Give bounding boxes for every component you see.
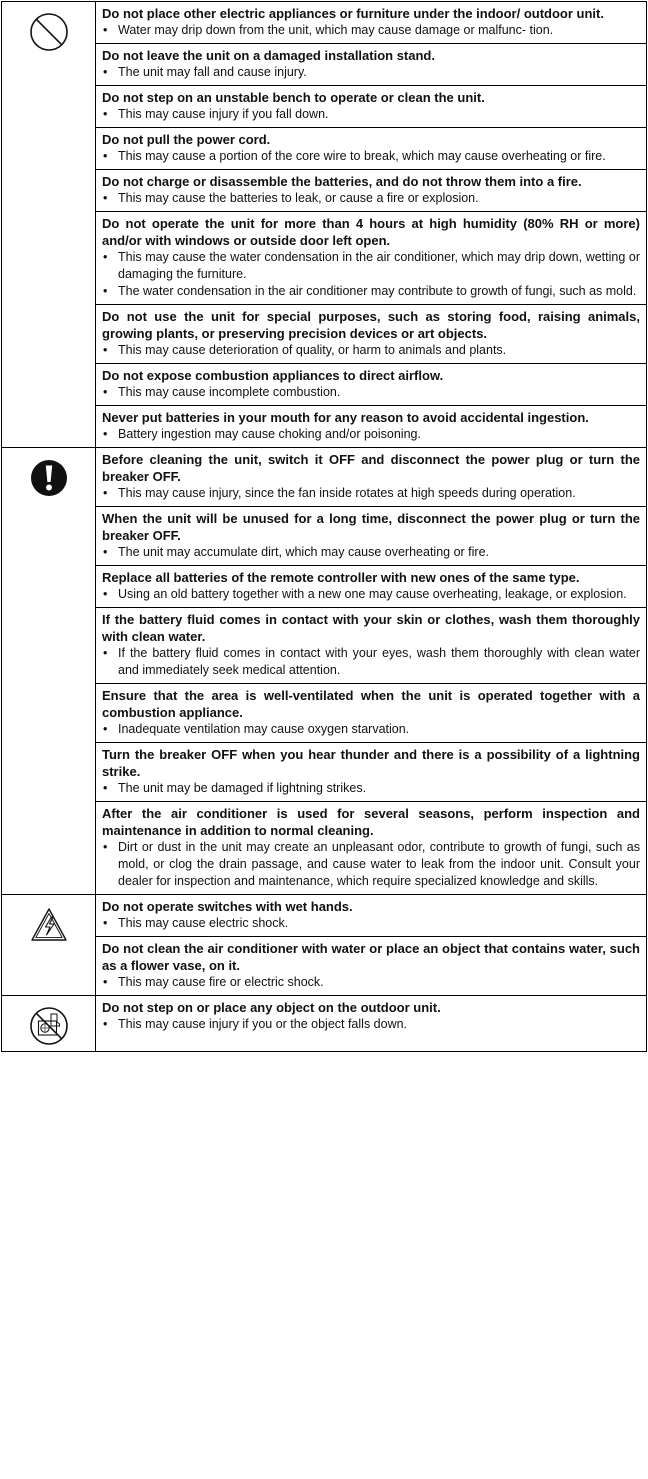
precaution-bullet (102, 485, 640, 502)
precaution-bullet (102, 342, 640, 359)
precaution-row (2, 305, 647, 364)
bullet-text: This may cause the batteries to leak, or cause a fire or explosion. (118, 191, 479, 205)
precaution-row (2, 86, 647, 128)
electric-shock-warning-icon (27, 903, 71, 947)
precaution-bullet (102, 544, 640, 561)
precaution-row (2, 364, 647, 406)
precaution-title: Do not use the unit for special purposes, such as storing food, raising animals, growing plants, or preserving precision devices or art objects. (102, 309, 640, 341)
bullet-dot-icon: • (103, 107, 108, 121)
precaution-item (96, 743, 647, 802)
precaution-item (96, 170, 647, 212)
precaution-title: Do not operate the unit for more than 4 hours at high humidity (80% RH or more) and/or with windows or outside door left open. (102, 216, 640, 248)
bullet-text: If the battery fluid comes in contact with your eyes, wash them thoroughly with clean water and immediately seek medical attention. (118, 646, 640, 677)
bullet-dot-icon: • (103, 191, 108, 205)
bullet-dot-icon: • (103, 486, 108, 500)
precaution-bullet (102, 645, 640, 679)
precaution-bullet (102, 190, 640, 207)
bullet-dot-icon: • (103, 781, 108, 795)
precaution-title: Do not place other electric appliances or furniture under the indoor/ outdoor unit. (102, 6, 604, 21)
precaution-row (2, 2, 647, 44)
precaution-item (96, 684, 647, 743)
precaution-item (96, 608, 647, 684)
precaution-bullet (102, 839, 640, 890)
mandatory-exclamation-icon (27, 456, 71, 500)
bullet-dot-icon: • (103, 23, 108, 37)
bullet-text: This may cause injury, since the fan inside rotates at high speeds during operation. (118, 486, 576, 500)
bullet-dot-icon: • (103, 427, 108, 441)
precaution-title: Before cleaning the unit, switch it OFF and disconnect the power plug or turn the breaker OFF. (102, 452, 640, 484)
safety-precautions-table (1, 1, 647, 1052)
bullet-dot-icon: • (103, 840, 108, 854)
precaution-bullet (102, 915, 640, 932)
bullet-dot-icon: • (103, 587, 108, 601)
precaution-title: Replace all batteries of the remote controller with new ones of the same type. (102, 570, 580, 585)
bullet-text: This may cause injury if you or the object falls down. (118, 1017, 408, 1031)
bullet-dot-icon: • (103, 284, 108, 298)
precaution-bullet (102, 426, 640, 443)
trailing-space (102, 1033, 640, 1047)
bullet-text: This may cause incomplete combustion. (118, 385, 341, 399)
precaution-row (2, 895, 647, 937)
prohibition-icon (27, 10, 71, 54)
precaution-bullet (102, 780, 640, 797)
no-stepping-on-outdoor-unit-icon (27, 1004, 71, 1048)
precaution-row (2, 128, 647, 170)
precaution-bullet (102, 249, 640, 283)
bullet-dot-icon: • (103, 65, 108, 79)
precaution-title: Ensure that the area is well-ventilated when the unit is operated together with a combustion appliance. (102, 688, 640, 720)
safety-precautions-page (1, 1, 646, 1477)
precaution-row (2, 566, 647, 608)
precaution-title: After the air conditioner is used for several seasons, perform inspection and maintenance in addition to normal cleaning. (102, 806, 640, 838)
bullet-dot-icon: • (103, 149, 108, 163)
precaution-title: Do not operate switches with wet hands. (102, 899, 353, 914)
precaution-title: When the unit will be unused for a long time, disconnect the power plug or turn the breaker OFF. (102, 511, 640, 543)
precaution-title: If the battery fluid comes in contact with your skin or clothes, wash them thoroughly with clean water. (102, 612, 640, 644)
precaution-title: Turn the breaker OFF when you hear thunder and there is a possibility of a lightning strike. (102, 747, 640, 779)
precaution-title: Do not step on or place any object on the outdoor unit. (102, 1000, 441, 1015)
bullet-text: Water may drip down from the unit, which may cause damage or malfunc- tion. (118, 23, 554, 37)
precaution-bullet (102, 586, 640, 603)
precaution-bullet (102, 283, 640, 300)
bullet-text: This may cause the water condensation in the air conditioner, which may drip down, wetting or damaging the furniture. (118, 250, 640, 281)
precaution-bullet (102, 721, 640, 738)
precaution-item (96, 937, 647, 996)
precaution-item (96, 86, 647, 128)
precaution-row (2, 996, 647, 1052)
precaution-bullet (102, 974, 640, 991)
section-icon-cell (2, 996, 96, 1052)
precaution-title: Do not charge or disassemble the batteries, and do not throw them into a fire. (102, 174, 582, 189)
bullet-text: This may cause fire or electric shock. (118, 975, 324, 989)
bullet-text: Using an old battery together with a new one may cause overheating, leakage, or explosion. (118, 587, 627, 601)
precaution-item (96, 2, 647, 44)
precaution-item (96, 996, 647, 1052)
precaution-item (96, 364, 647, 406)
section-icon-cell (2, 2, 96, 448)
precaution-title: Do not expose combustion appliances to direct airflow. (102, 368, 444, 383)
bullet-dot-icon: • (103, 975, 108, 989)
bullet-text: The water condensation in the air conditioner may contribute to growth of fungi, such as mold. (118, 284, 637, 298)
precaution-bullet (102, 1016, 640, 1033)
bullet-text: This may cause a portion of the core wire to break, which may cause overheating or fire. (118, 149, 606, 163)
bullet-text: This may cause electric shock. (118, 916, 289, 930)
precaution-item (96, 212, 647, 305)
bullet-dot-icon: • (103, 646, 108, 660)
precaution-item (96, 895, 647, 937)
precaution-bullet (102, 384, 640, 401)
precaution-row (2, 406, 647, 448)
precaution-title: Never put batteries in your mouth for any reason to avoid accidental ingestion. (102, 410, 589, 425)
precaution-row (2, 507, 647, 566)
bullet-text: Battery ingestion may cause choking and/or poisoning. (118, 427, 421, 441)
precaution-item (96, 128, 647, 170)
precaution-row (2, 608, 647, 684)
precaution-bullet (102, 106, 640, 123)
precaution-row (2, 170, 647, 212)
precaution-row (2, 802, 647, 895)
precaution-item (96, 305, 647, 364)
precaution-item (96, 406, 647, 448)
bullet-text: Dirt or dust in the unit may create an unpleasant odor, contribute to growth of fungi, such as mold, or clog the drain passage, and cause water to leak from the indoor unit. Consult your dealer for inspection and maintenance, which require specialized knowledge and skills. (118, 840, 640, 888)
bullet-dot-icon: • (103, 722, 108, 736)
precaution-bullet (102, 148, 640, 165)
section-icon-cell (2, 448, 96, 895)
precaution-item (96, 507, 647, 566)
precaution-row (2, 44, 647, 86)
precaution-title: Do not pull the power cord. (102, 132, 271, 147)
bullet-text: The unit may fall and cause injury. (118, 65, 307, 79)
precaution-row (2, 937, 647, 996)
precaution-title: Do not clean the air conditioner with water or place an object that contains water, such as a flower vase, on it. (102, 941, 640, 973)
bullet-dot-icon: • (103, 1017, 108, 1031)
bullet-dot-icon: • (103, 916, 108, 930)
bullet-text: The unit may accumulate dirt, which may cause overheating or fire. (118, 545, 490, 559)
precaution-item (96, 448, 647, 507)
precaution-row (2, 684, 647, 743)
precaution-title: Do not step on an unstable bench to operate or clean the unit. (102, 90, 485, 105)
bullet-dot-icon: • (103, 250, 108, 264)
bullet-text: The unit may be damaged if lightning strikes. (118, 781, 367, 795)
bullet-dot-icon: • (103, 385, 108, 399)
precaution-bullet (102, 64, 640, 81)
bullet-text: This may cause injury if you fall down. (118, 107, 329, 121)
precaution-item (96, 566, 647, 608)
bullet-text: Inadequate ventilation may cause oxygen starvation. (118, 722, 410, 736)
bullet-text: This may cause deterioration of quality, or harm to animals and plants. (118, 343, 507, 357)
bullet-dot-icon: • (103, 343, 108, 357)
precaution-row (2, 212, 647, 305)
bullet-dot-icon: • (103, 545, 108, 559)
precaution-item (96, 44, 647, 86)
section-icon-cell (2, 895, 96, 996)
precaution-title: Do not leave the unit on a damaged installation stand. (102, 48, 435, 63)
precaution-row (2, 743, 647, 802)
precaution-item (96, 802, 647, 895)
precaution-row (2, 448, 647, 507)
precaution-bullet (102, 22, 640, 39)
